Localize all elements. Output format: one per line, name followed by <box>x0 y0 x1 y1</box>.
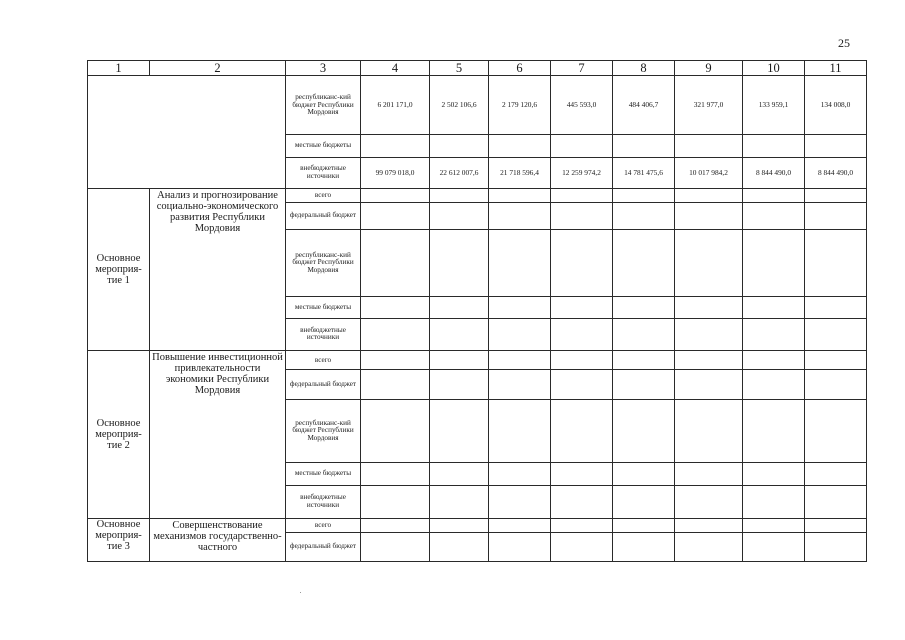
source-label: местные бюджеты <box>286 297 361 318</box>
page-number: 25 <box>838 36 850 50</box>
column-header: 5 <box>430 61 489 76</box>
column-header: 3 <box>286 61 361 76</box>
value-cell: 2 502 106,6 <box>430 76 489 135</box>
value-cell: 484 406,7 <box>613 76 675 135</box>
value-cell: 14 781 475,6 <box>613 157 675 189</box>
value-cell: 8 844 490,0 <box>805 157 867 189</box>
column-header: 4 <box>361 61 430 76</box>
activity-title: Анализ и прогнозирование социально-экономического развития Республики Мордовия <box>150 189 286 351</box>
activity-label: Основное мероприя-тие 1 <box>88 189 150 351</box>
value-cell: 12 259 974,2 <box>551 157 613 189</box>
source-label: федеральный бюджет <box>286 370 361 400</box>
value-cell: 8 844 490,0 <box>743 157 805 189</box>
scan-speck <box>300 592 301 593</box>
value-cell: 445 593,0 <box>551 76 613 135</box>
table-row <box>88 519 867 533</box>
column-header: 11 <box>805 61 867 76</box>
column-header: 10 <box>743 61 805 76</box>
column-header: 8 <box>613 61 675 76</box>
column-header: 6 <box>489 61 551 76</box>
source-label: всего <box>286 189 361 202</box>
column-header: 1 <box>88 61 150 76</box>
source-label: всего <box>286 351 361 370</box>
value-cell: 321 977,0 <box>675 76 743 135</box>
value-cell: 10 017 984,2 <box>675 157 743 189</box>
source-label: федеральный бюджет <box>286 533 361 562</box>
source-label: всего <box>286 519 361 533</box>
activity-title: Совершенствование механизмов государственно-частного <box>150 519 286 562</box>
table-row <box>88 189 867 202</box>
source-label: внебюджетные источники <box>286 157 361 189</box>
source-label: федеральный бюджет <box>286 202 361 229</box>
column-header: 9 <box>675 61 743 76</box>
source-label: внебюджетные источники <box>286 318 361 351</box>
value-cell: 21 718 596,4 <box>489 157 551 189</box>
activity-label: Основное мероприя-тие 2 <box>88 351 150 519</box>
source-label: республиканс-кий бюджет Республики Мордовия <box>286 76 361 135</box>
activity-title: Повышение инвестиционной привлекательности экономики Республики Мордовия <box>150 351 286 519</box>
column-header: 2 <box>150 61 286 76</box>
value-cell: 99 079 018,0 <box>361 157 430 189</box>
column-header: 7 <box>551 61 613 76</box>
budget-table <box>87 60 867 562</box>
value-cell: 133 959,1 <box>743 76 805 135</box>
activity-label: Основное мероприя-тие 3 <box>88 519 150 562</box>
value-cell: 134 008,0 <box>805 76 867 135</box>
source-label: внебюджетные источники <box>286 485 361 519</box>
source-label: республиканс-кий бюджет Республики Мордовия <box>286 229 361 296</box>
value-cell: 22 612 007,6 <box>430 157 489 189</box>
table-row <box>88 76 867 135</box>
value-cell: 6 201 171,0 <box>361 76 430 135</box>
source-label: местные бюджеты <box>286 463 361 485</box>
source-label: республиканс-кий бюджет Республики Мордовия <box>286 400 361 463</box>
source-label: местные бюджеты <box>286 135 361 157</box>
header-row <box>88 61 867 76</box>
continued-blank-cell <box>88 76 286 189</box>
value-cell: 2 179 120,6 <box>489 76 551 135</box>
table-row <box>88 351 867 370</box>
